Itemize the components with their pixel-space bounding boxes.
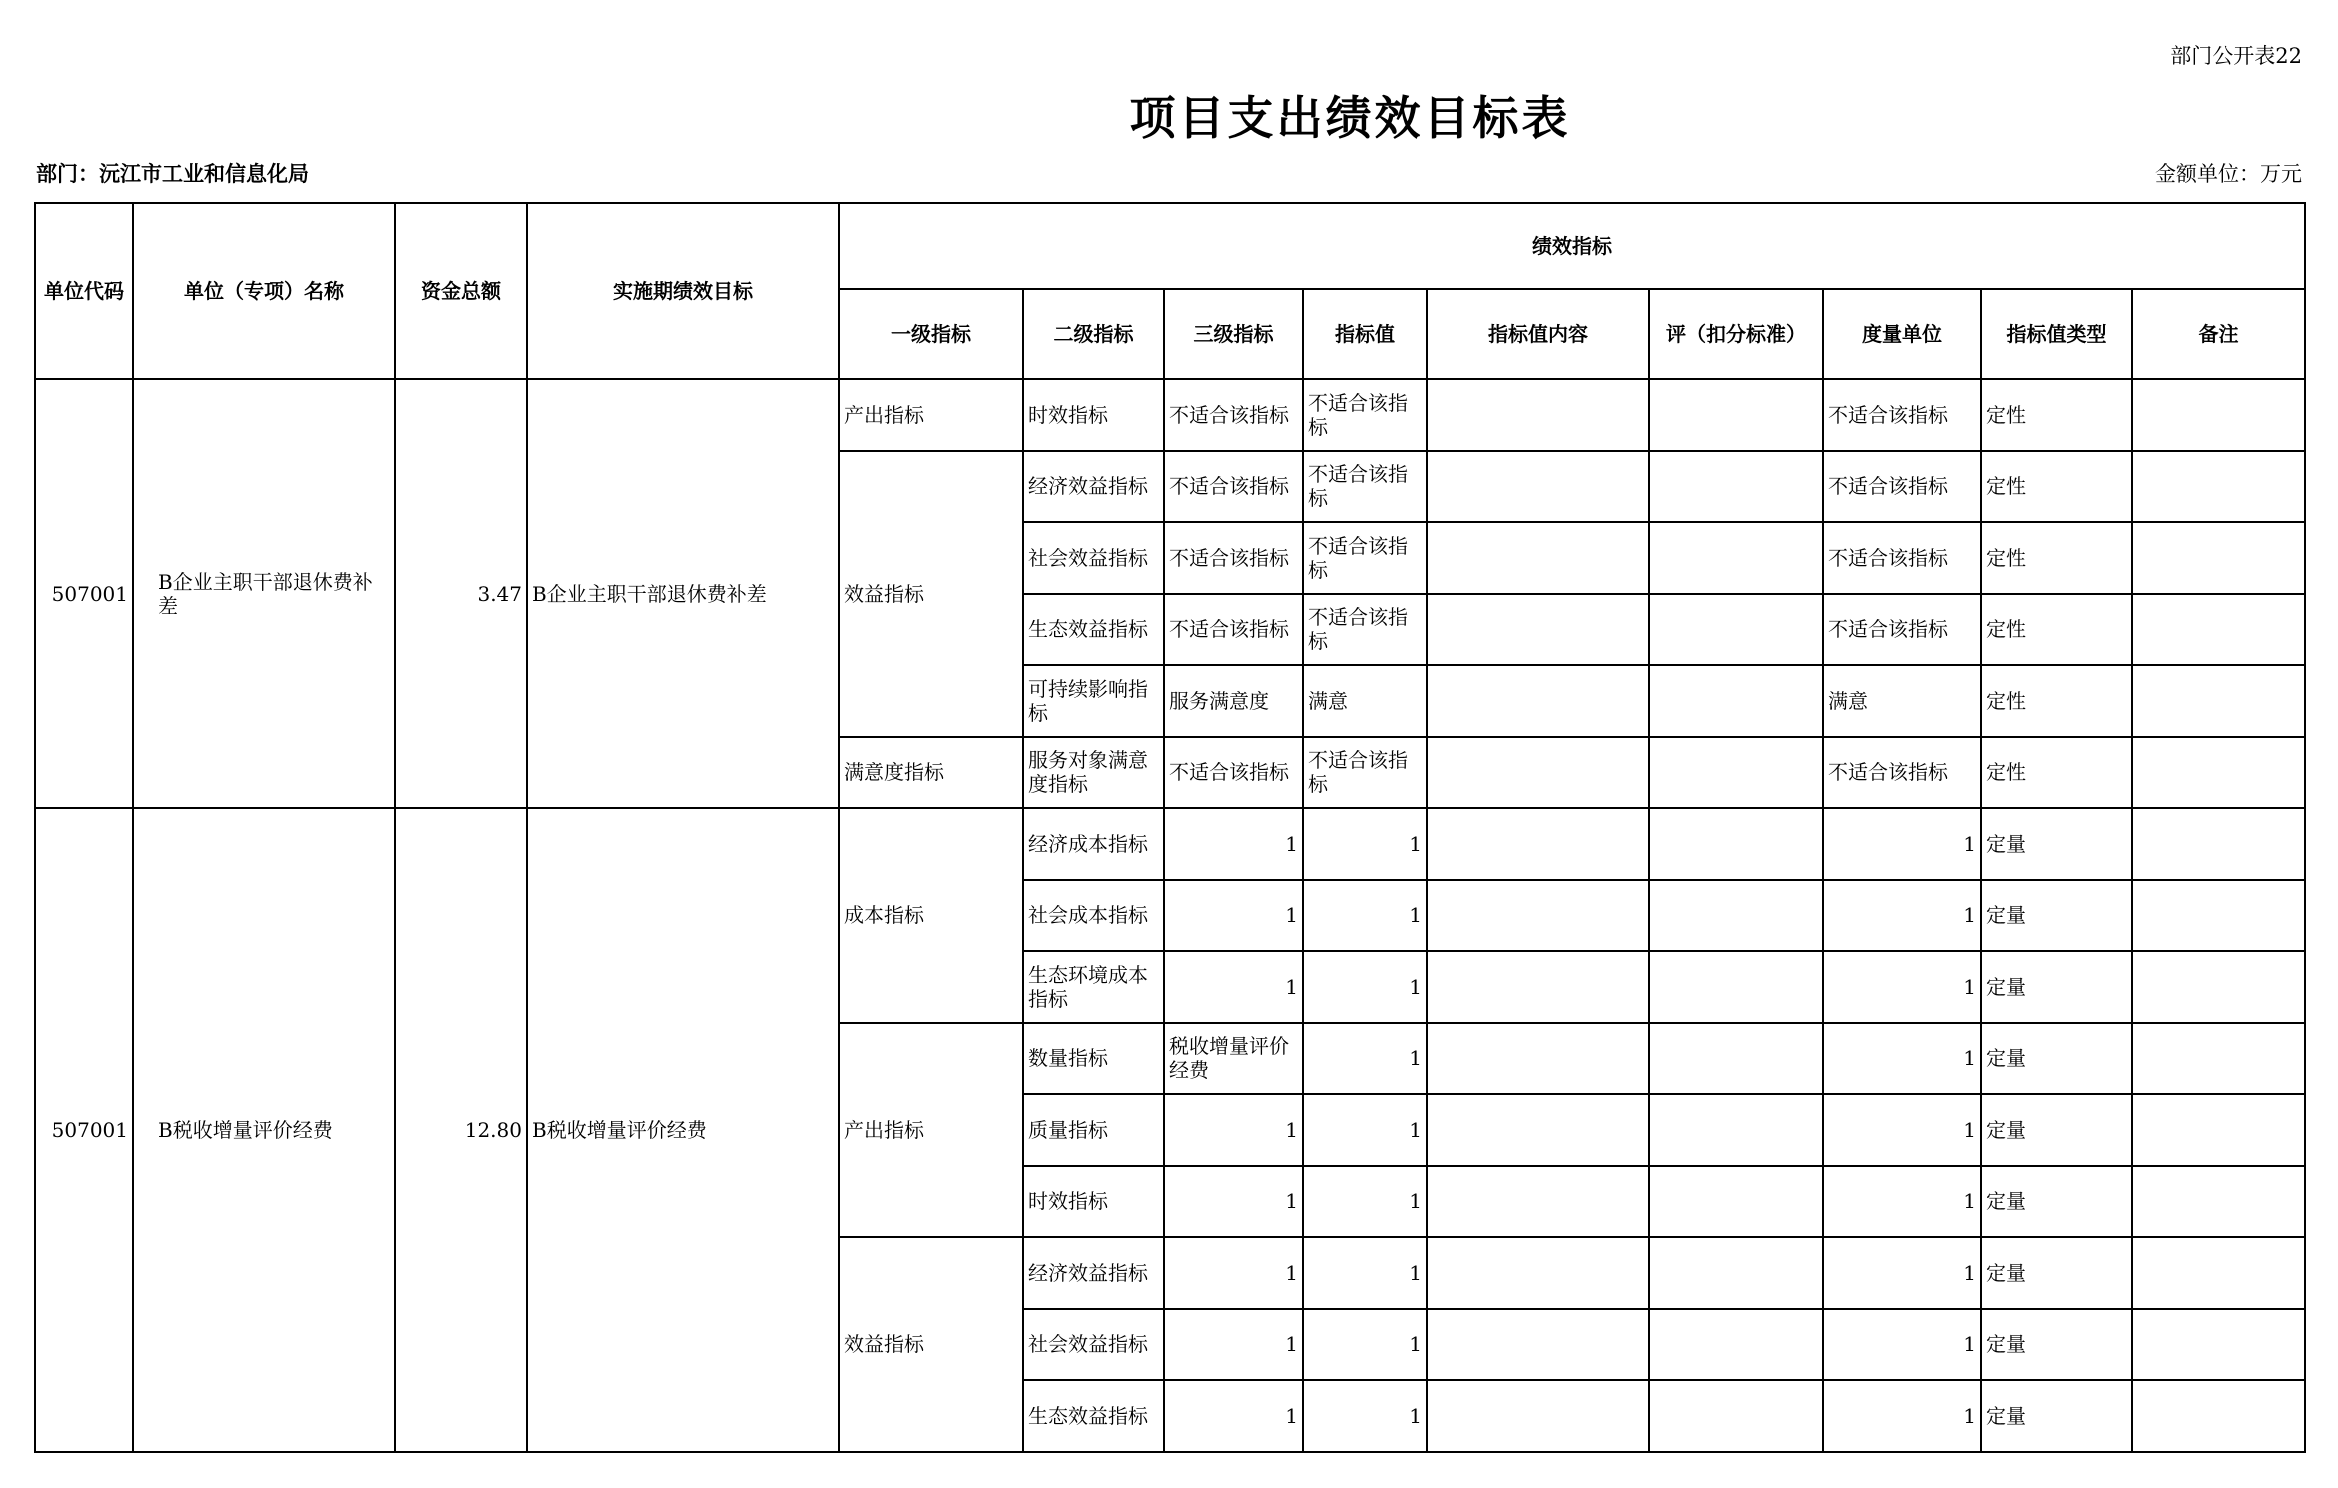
type-cell: 定性	[1981, 665, 2132, 737]
level3-cell: 1	[1164, 1237, 1303, 1309]
level3-cell: 1	[1164, 1094, 1303, 1166]
level2-cell: 生态效益指标	[1023, 594, 1164, 666]
value-cell: 不适合该指标	[1303, 737, 1427, 809]
measure-cell: 1	[1823, 880, 1981, 952]
type-cell: 定量	[1981, 808, 2132, 880]
value-cell: 不适合该指标	[1303, 594, 1427, 666]
value-cell: 1	[1303, 1380, 1427, 1452]
level3-cell: 不适合该指标	[1164, 594, 1303, 666]
type-cell: 定量	[1981, 1309, 2132, 1381]
type-cell: 定量	[1981, 1237, 2132, 1309]
col-goal: 实施期绩效目标	[527, 203, 839, 379]
content-cell	[1427, 594, 1649, 666]
goal-cell: B税收增量评价经费	[527, 808, 839, 1452]
unit-code-cell: 507001	[35, 808, 133, 1452]
measure-cell: 不适合该指标	[1823, 594, 1981, 666]
score-cell	[1649, 1094, 1823, 1166]
level1-cell: 满意度指标	[839, 737, 1023, 809]
score-cell	[1649, 522, 1823, 594]
value-cell: 1	[1303, 951, 1427, 1023]
note-cell	[2132, 951, 2305, 1023]
level3-cell: 1	[1164, 1380, 1303, 1452]
table-row	[35, 808, 2305, 880]
score-cell	[1649, 1380, 1823, 1452]
type-cell: 定性	[1981, 737, 2132, 809]
level3-cell: 不适合该指标	[1164, 379, 1303, 451]
table-row	[35, 379, 2305, 451]
col-score: 评（扣分标准）	[1649, 289, 1823, 379]
level2-cell: 经济成本指标	[1023, 808, 1164, 880]
project-name-cell: B企业主职干部退休费补差	[133, 379, 395, 808]
level2-cell: 经济效益指标	[1023, 1237, 1164, 1309]
page-title: 项目支出绩效目标表	[1129, 91, 1571, 145]
level1-cell: 效益指标	[839, 451, 1023, 737]
score-cell	[1649, 808, 1823, 880]
project-name-cell: B税收增量评价经费	[133, 808, 395, 1452]
measure-cell: 1	[1823, 808, 1981, 880]
value-cell: 1	[1303, 1094, 1427, 1166]
level3-cell: 1	[1164, 1166, 1303, 1238]
performance-table	[34, 202, 2306, 1453]
level3-cell: 不适合该指标	[1164, 451, 1303, 523]
measure-cell: 1	[1823, 1094, 1981, 1166]
measure-cell: 不适合该指标	[1823, 737, 1981, 809]
col-measure: 度量单位	[1823, 289, 1981, 379]
col-note: 备注	[2132, 289, 2305, 379]
content-cell	[1427, 379, 1649, 451]
content-cell	[1427, 1166, 1649, 1238]
level2-cell: 数量指标	[1023, 1023, 1164, 1095]
col-content: 指标值内容	[1427, 289, 1649, 379]
measure-cell: 满意	[1823, 665, 1981, 737]
value-cell: 1	[1303, 880, 1427, 952]
measure-cell: 1	[1823, 951, 1981, 1023]
col-performance: 绩效指标	[839, 203, 2305, 289]
note-cell	[2132, 594, 2305, 666]
note-cell	[2132, 880, 2305, 952]
level2-cell: 社会效益指标	[1023, 522, 1164, 594]
level1-cell: 效益指标	[839, 1237, 1023, 1452]
level3-cell: 1	[1164, 808, 1303, 880]
level3-cell: 税收增量评价经费	[1164, 1023, 1303, 1095]
level2-cell: 生态环境成本指标	[1023, 951, 1164, 1023]
score-cell	[1649, 1023, 1823, 1095]
unit-code-cell: 507001	[35, 379, 133, 808]
level2-cell: 服务对象满意度指标	[1023, 737, 1164, 809]
content-cell	[1427, 1380, 1649, 1452]
type-cell: 定量	[1981, 1023, 2132, 1095]
type-cell: 定量	[1981, 1166, 2132, 1238]
type-cell: 定量	[1981, 1094, 2132, 1166]
value-cell: 不适合该指标	[1303, 379, 1427, 451]
level3-cell: 不适合该指标	[1164, 522, 1303, 594]
level2-cell: 社会效益指标	[1023, 1309, 1164, 1381]
content-cell	[1427, 1309, 1649, 1381]
level2-cell: 社会成本指标	[1023, 880, 1164, 952]
level1-cell: 产出指标	[839, 379, 1023, 451]
note-cell	[2132, 522, 2305, 594]
amount-unit-label: 金额单位：万元	[2155, 162, 2302, 186]
level2-cell: 质量指标	[1023, 1094, 1164, 1166]
fund-total-cell: 3.47	[395, 379, 527, 808]
col-value: 指标值	[1303, 289, 1427, 379]
col-name: 单位（专项）名称	[133, 203, 395, 379]
measure-cell: 不适合该指标	[1823, 379, 1981, 451]
value-cell: 满意	[1303, 665, 1427, 737]
level3-cell: 1	[1164, 951, 1303, 1023]
value-cell: 1	[1303, 1237, 1427, 1309]
type-cell: 定性	[1981, 451, 2132, 523]
col-level3: 三级指标	[1164, 289, 1303, 379]
note-cell	[2132, 737, 2305, 809]
content-cell	[1427, 1237, 1649, 1309]
note-cell	[2132, 1094, 2305, 1166]
level1-cell: 成本指标	[839, 808, 1023, 1023]
level3-cell: 不适合该指标	[1164, 737, 1303, 809]
score-cell	[1649, 1166, 1823, 1238]
measure-cell: 1	[1823, 1380, 1981, 1452]
level2-cell: 可持续影响指标	[1023, 665, 1164, 737]
level2-cell: 时效指标	[1023, 379, 1164, 451]
score-cell	[1649, 1309, 1823, 1381]
content-cell	[1427, 737, 1649, 809]
value-cell: 不适合该指标	[1303, 522, 1427, 594]
note-cell	[2132, 451, 2305, 523]
note-cell	[2132, 379, 2305, 451]
note-cell	[2132, 1166, 2305, 1238]
score-cell	[1649, 1237, 1823, 1309]
col-code: 单位代码	[35, 203, 133, 379]
value-cell: 1	[1303, 1309, 1427, 1381]
content-cell	[1427, 1023, 1649, 1095]
col-type: 指标值类型	[1981, 289, 2132, 379]
measure-cell: 1	[1823, 1023, 1981, 1095]
content-cell	[1427, 808, 1649, 880]
value-cell: 1	[1303, 808, 1427, 880]
score-cell	[1649, 880, 1823, 952]
note-cell	[2132, 1023, 2305, 1095]
measure-cell: 1	[1823, 1309, 1981, 1381]
fund-total-cell: 12.80	[395, 808, 527, 1452]
level3-cell: 服务满意度	[1164, 665, 1303, 737]
level2-cell: 经济效益指标	[1023, 451, 1164, 523]
col-level1: 一级指标	[839, 289, 1023, 379]
value-cell: 1	[1303, 1166, 1427, 1238]
level3-cell: 1	[1164, 880, 1303, 952]
measure-cell: 1	[1823, 1166, 1981, 1238]
score-cell	[1649, 665, 1823, 737]
measure-cell: 不适合该指标	[1823, 451, 1981, 523]
note-cell	[2132, 808, 2305, 880]
col-total: 资金总额	[395, 203, 527, 379]
department-label: 部门：沅江市工业和信息化局	[36, 161, 309, 186]
level1-cell: 产出指标	[839, 1023, 1023, 1238]
type-cell: 定性	[1981, 594, 2132, 666]
content-cell	[1427, 451, 1649, 523]
score-cell	[1649, 951, 1823, 1023]
type-cell: 定性	[1981, 379, 2132, 451]
note-cell	[2132, 665, 2305, 737]
content-cell	[1427, 880, 1649, 952]
col-level2: 二级指标	[1023, 289, 1164, 379]
note-cell	[2132, 1237, 2305, 1309]
measure-cell: 1	[1823, 1237, 1981, 1309]
measure-cell: 不适合该指标	[1823, 522, 1981, 594]
content-cell	[1427, 951, 1649, 1023]
score-cell	[1649, 594, 1823, 666]
type-cell: 定量	[1981, 951, 2132, 1023]
goal-cell: B企业主职干部退休费补差	[527, 379, 839, 808]
note-cell	[2132, 1309, 2305, 1381]
content-cell	[1427, 522, 1649, 594]
level3-cell: 1	[1164, 1309, 1303, 1381]
level2-cell: 生态效益指标	[1023, 1380, 1164, 1452]
type-cell: 定性	[1981, 522, 2132, 594]
content-cell	[1427, 665, 1649, 737]
score-cell	[1649, 737, 1823, 809]
type-cell: 定量	[1981, 880, 2132, 952]
note-cell	[2132, 1380, 2305, 1452]
content-cell	[1427, 1094, 1649, 1166]
form-number: 部门公开表22	[2170, 44, 2302, 68]
value-cell: 1	[1303, 1023, 1427, 1095]
level2-cell: 时效指标	[1023, 1166, 1164, 1238]
score-cell	[1649, 379, 1823, 451]
type-cell: 定量	[1981, 1380, 2132, 1452]
value-cell: 不适合该指标	[1303, 451, 1427, 523]
score-cell	[1649, 451, 1823, 523]
